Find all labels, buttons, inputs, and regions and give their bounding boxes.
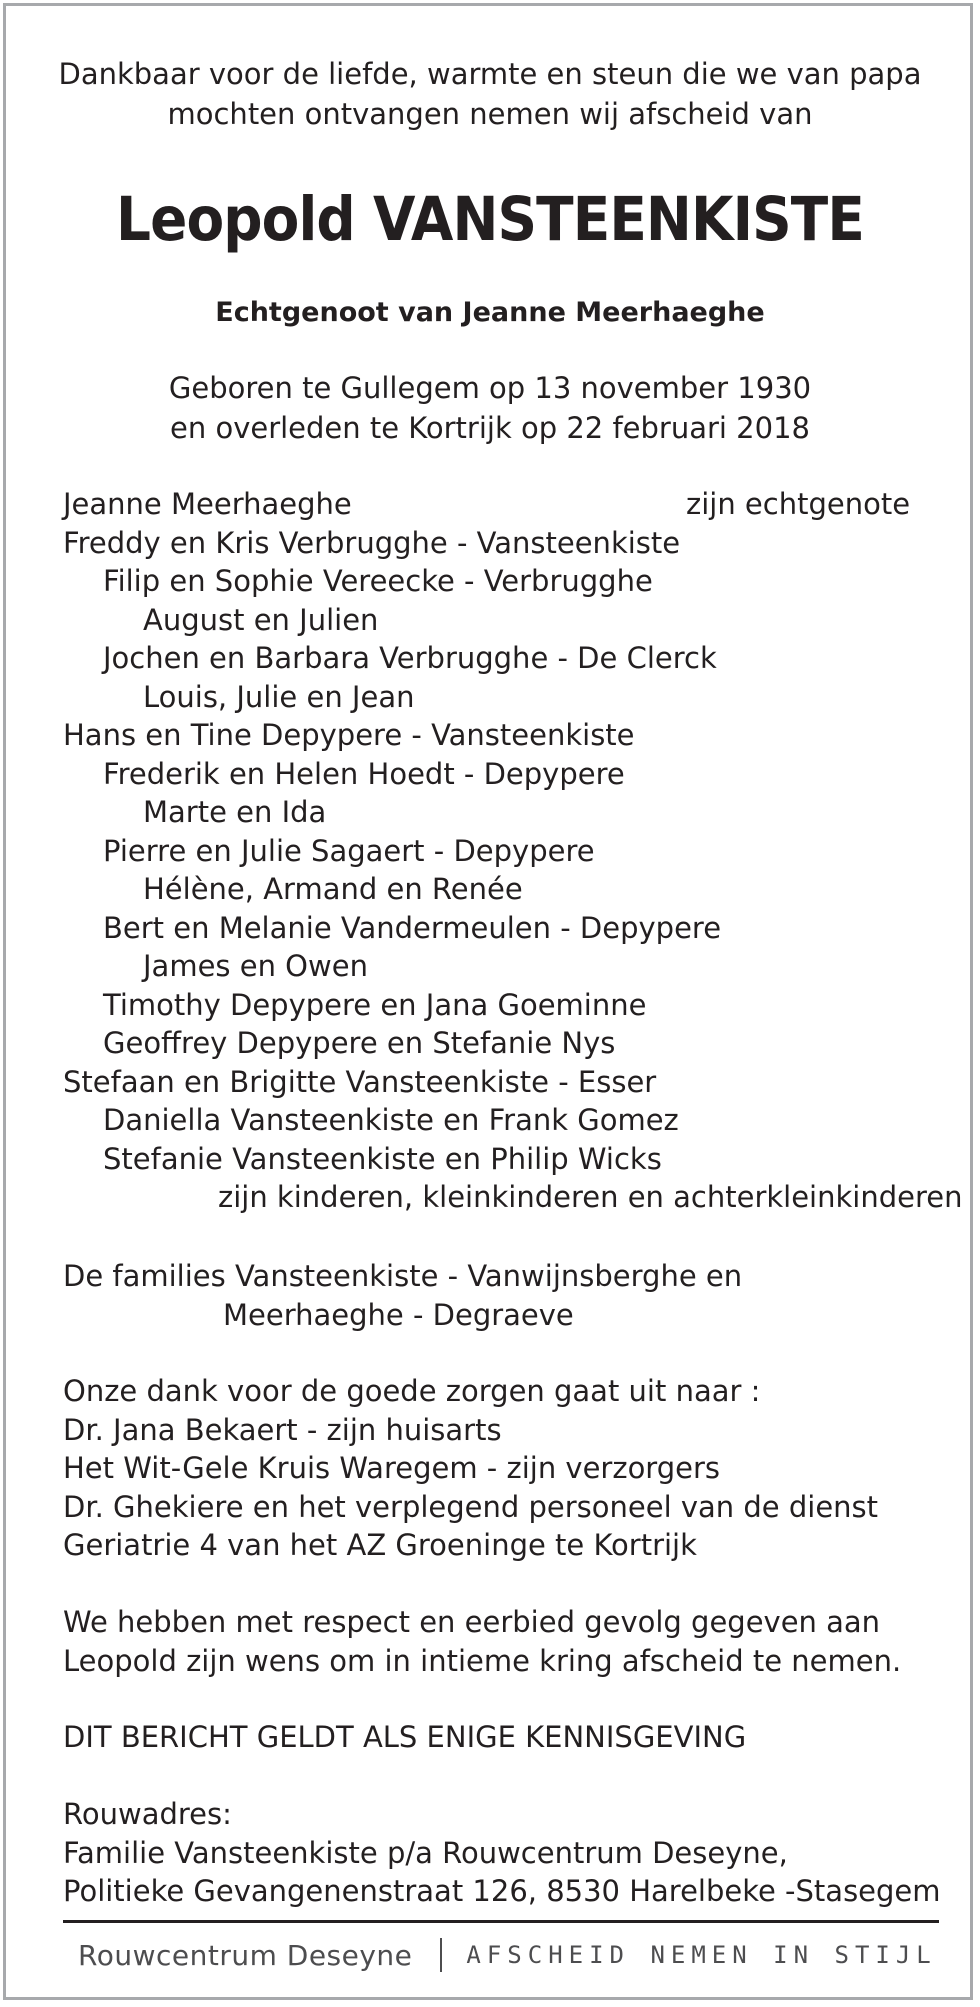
thanks-section (63, 1372, 943, 1565)
intro-line: mochten ontvangen nemen wij afscheid van (167, 97, 813, 131)
relative-grandchild: Jochen en Barbara Verbrugghe - De Clerck (103, 641, 717, 675)
thanks-line: Dr. Ghekiere en het verplegend personeel van de dienst (63, 1489, 879, 1524)
thanks-line: Onze dank voor de goede zorgen gaat uit naar : (63, 1374, 761, 1408)
relative-grandchild: Stefanie Vansteenkiste en Philip Wicks (103, 1141, 662, 1176)
relative-child: Hans en Tine Depypere - Vansteenkiste (63, 718, 635, 752)
wish-section (63, 1603, 943, 1680)
birth-line: Geboren te Gullegem op 13 november 1930 (168, 371, 812, 405)
relatives-list (63, 485, 963, 1217)
relative-grandchild: Daniella Vansteenkiste en Frank Gomez (103, 1103, 679, 1137)
families-line: Meerhaeghe - Degraeve (223, 1297, 574, 1332)
relative-great-grandchild: Marte en Ida (143, 795, 327, 829)
spouse-line: Echtgenoot van Jeanne Meerhaeghe (215, 297, 765, 328)
notice-section (63, 1718, 943, 1757)
relative-great-grandchild: August en Julien (143, 602, 379, 637)
relative-grandchild: Geoffrey Depypere en Stefanie Nys (103, 1026, 616, 1060)
relatives-spouse-row (63, 485, 943, 524)
wish-line: We hebben met respect en eerbied gevolg gegeven aan (63, 1605, 881, 1639)
footer-divider (63, 1920, 939, 1923)
thanks-line: Het Wit-Gele Kruis Waregem - zijn verzorgers (63, 1451, 721, 1485)
relative-great-grandchild: Louis, Julie en Jean (143, 679, 415, 714)
families-section (63, 1257, 943, 1334)
relative-great-grandchild: James en Owen (143, 949, 368, 983)
relative-grandchild: Pierre en Julie Sagaert - Depypere (103, 833, 595, 868)
footer-separator (440, 1938, 442, 1972)
relative-great-grandchild: Hélène, Armand en Renée (143, 872, 523, 906)
wish-line: Leopold zijn wens om in intieme kring afscheid te nemen. (63, 1643, 902, 1678)
intro-line: Dankbaar voor de liefde, warmte en steun die we van papa (58, 57, 922, 91)
relatives-closing: zijn kinderen, kleinkinderen en achterkleinkinderen (218, 1180, 963, 1214)
thanks-line: Dr. Jana Bekaert - zijn huisarts (63, 1412, 502, 1447)
deceased-name: Leopold VANSTEENKISTE (116, 184, 864, 255)
address-label: Rouwadres: (63, 1797, 232, 1831)
relative-grandchild: Frederik en Helen Hoedt - Depypere (103, 756, 625, 791)
footer-tagline: AFSCHEID NEMEN IN STIJL (466, 1941, 937, 1969)
relative-child: Freddy en Kris Verbrugghe - Vansteenkiste (63, 525, 681, 560)
relatives-spouse-role: zijn echtgenote (686, 487, 911, 521)
relative-grandchild: Timothy Depypere en Jana Goeminne (103, 987, 647, 1022)
birth-death-dates (0, 368, 980, 448)
relative-grandchild: Filip en Sophie Vereecke - Verbrugghe (103, 564, 653, 598)
relative-child: Stefaan en Brigitte Vansteenkiste - Esser (63, 1064, 657, 1099)
notice-line: DIT BERICHT GELDT ALS ENIGE KENNISGEVING (63, 1720, 747, 1754)
relatives-spouse-name: Jeanne Meerhaeghe (63, 487, 352, 521)
address-line: Familie Vansteenkiste p/a Rouwcentrum Deseyne, (63, 1835, 788, 1870)
relative-grandchild: Bert en Melanie Vandermeulen - Depypere (103, 910, 722, 945)
thanks-line: Geriatrie 4 van het AZ Groeninge te Kortrijk (63, 1528, 697, 1562)
footer-brand: Rouwcentrum Deseyne (78, 1938, 413, 1972)
address-section (63, 1795, 943, 1911)
address-line: Politieke Gevangenenstraat 126, 8530 Harelbeke -Stasegem (63, 1874, 941, 1908)
intro-text (0, 54, 980, 134)
death-line: en overleden te Kortrijk op 22 februari 2018 (170, 411, 810, 445)
footer (78, 1933, 937, 1977)
families-line: De families Vansteenkiste - Vanwijnsberghe en (63, 1259, 743, 1293)
